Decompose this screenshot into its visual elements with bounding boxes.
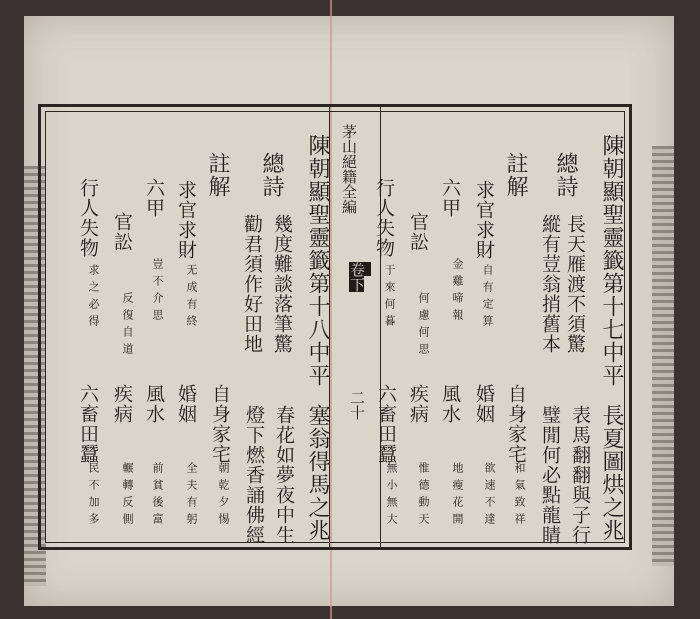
- lot-17-answer-illness: 惟德動天: [417, 462, 430, 530]
- lot-18-poem-heading: 總詩: [259, 152, 284, 198]
- lot-18-notes-heading: 註解: [205, 152, 230, 198]
- lot-18-answer-illness: 輾轉反側: [121, 462, 134, 530]
- lot-18-header: 陳朝顯聖靈籤第十八中平: [305, 134, 330, 387]
- lot-18-topic-marriage: 婚姻: [175, 384, 197, 424]
- lot-17-answer-household: 和氣致祥: [513, 462, 526, 530]
- lot-17-answer-lawsuit: 何慮何思: [417, 292, 430, 360]
- lot-17-poem-line-4: 璧閒何必點龍睛: [539, 405, 561, 545]
- lot-17-topic-office-wealth: 求官求財: [473, 180, 495, 260]
- lot-18-topic-lawsuit: 官訟: [111, 212, 133, 252]
- lot-17-answer-marriage: 欲速不達: [483, 462, 496, 530]
- lot-17-topic-marriage: 婚姻: [473, 384, 495, 424]
- lot-17-header: 陳朝顯聖靈籤第十七中平: [599, 134, 624, 387]
- page-edge-right: [652, 146, 674, 566]
- spine-volume: 卷下: [348, 262, 366, 292]
- lot-18-answer-livestock: 民不加多: [87, 462, 100, 530]
- lot-17-answer-pregnancy: 金雞啼報: [451, 258, 464, 326]
- spine-page-number: 二十: [348, 390, 366, 420]
- lot-17-topic-lawsuit: 官訟: [407, 212, 429, 252]
- lot-18-omen: 塞翁得馬之兆: [305, 404, 330, 542]
- lot-18-answer-household: 朝乾夕惕: [217, 462, 230, 530]
- lot-18-topic-pregnancy: 六甲: [143, 178, 165, 218]
- lot-18-poem-line-2: 春花如夢夜中生: [273, 405, 295, 545]
- lot-17-answer-fengshui: 地瘦花開: [451, 462, 464, 530]
- lot-17-notes-heading: 註解: [503, 152, 528, 198]
- lot-18-answer-office-wealth: 无成有終: [185, 264, 198, 332]
- lot-17-poem-line-2: 表馬翻翻與子行: [569, 405, 591, 545]
- lot-17-answer-travellers: 于來何暮: [383, 264, 396, 332]
- lot-18-answer-fengshui: 前貧後富: [151, 462, 164, 530]
- lot-18-poem-line-4: 燈下燃香誦佛經: [243, 405, 265, 545]
- lot-17-answer-office-wealth: 自有定算: [481, 264, 494, 332]
- lot-18-topic-household: 自身家宅: [209, 384, 231, 464]
- lot-17-poem-line-3: 縱有荳翁捎舊本: [539, 214, 561, 354]
- lot-17-topic-travellers: 行人失物: [373, 178, 395, 258]
- lot-18-answer-lawsuit: 反復自道: [121, 292, 134, 360]
- lot-18-topic-livestock: 六畜田蠶: [77, 384, 99, 464]
- lot-17-poem-heading: 總詩: [553, 152, 578, 198]
- lot-17-poem-line-1: 長天雁渡不須驚: [564, 214, 586, 354]
- lot-18-topic-illness: 疾病: [111, 384, 133, 424]
- lot-17-topic-fengshui: 風水: [439, 384, 461, 424]
- lot-17-topic-livestock: 六畜田蠶: [375, 384, 397, 464]
- lot-18-topic-fengshui: 風水: [143, 384, 165, 424]
- lot-18-poem-line-3: 勸君須作好田地: [241, 214, 263, 354]
- lot-18-answer-travellers: 求之必得: [87, 264, 100, 332]
- lot-18-answer-pregnancy: 豈不介思: [151, 258, 164, 326]
- lot-18-topic-office-wealth: 求官求財: [175, 180, 197, 260]
- lot-18-topic-travellers: 行人失物: [77, 178, 99, 258]
- lot-18-answer-marriage: 全夫有躬: [185, 462, 198, 530]
- spine-title: 茅山絕籍全編: [340, 124, 358, 214]
- lot-18-poem-line-1: 幾度難談落筆驚: [271, 214, 293, 354]
- lot-17-answer-livestock: 無小無大: [385, 462, 398, 530]
- lot-17-omen: 長夏圖烘之兆: [599, 404, 624, 542]
- lot-17-topic-household: 自身家宅: [505, 384, 527, 464]
- lot-17-topic-pregnancy: 六甲: [439, 178, 461, 218]
- lot-17-topic-illness: 疾病: [407, 384, 429, 424]
